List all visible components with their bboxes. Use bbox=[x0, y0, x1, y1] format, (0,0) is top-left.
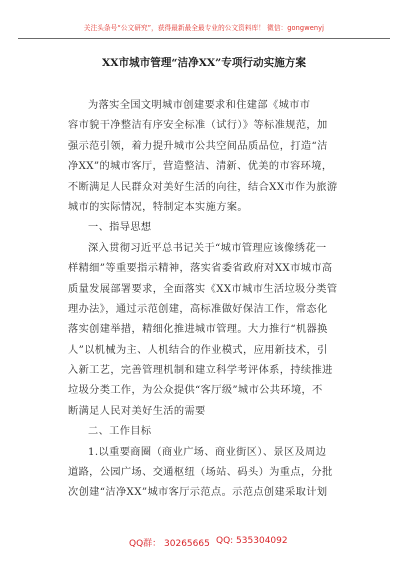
paragraph-line: 落实创建举措，精细化推进城市管理。大力推行“机器换 bbox=[68, 324, 328, 336]
section-heading: 二、工作目标 bbox=[88, 426, 152, 438]
paragraph-line: 容市貌干净整洁有序安全标准（试行）》等标准规范，加 bbox=[68, 120, 328, 132]
paragraph-line: 深入贯彻习近平总书记关于“城市管理应该像绣花一 bbox=[88, 242, 327, 254]
paragraph-line: 道路，公园广场、交通枢纽（场站、码头）为重点，分批 bbox=[68, 467, 333, 479]
paragraph-line: 样精细”等重要指示精神，落实省委省政府对XX市城市高 bbox=[68, 263, 333, 275]
paragraph-line: 质量发展部署要求，全面落实《XX市城市生活垃圾分类管 bbox=[68, 283, 338, 295]
paragraph-line: 城市的实际情况，特制定本实施方案。 bbox=[68, 201, 248, 213]
paragraph-line: 断满足人民对美好生活的需要 bbox=[68, 405, 206, 417]
footer-qq-group: QQ群： 30265665 bbox=[129, 539, 210, 549]
paragraph-line: 为落实全国文明城市创建要求和住建部《城市市 bbox=[88, 100, 311, 111]
paragraph-line: 不断满足人民群众对美好生活的向往，结合XX市作为旅游 bbox=[68, 181, 338, 193]
paragraph-line: 入新工艺，完善管理机制和建立科学考评体系，持续推进 bbox=[68, 365, 333, 377]
header-divider bbox=[18, 38, 390, 39]
section-heading: 一、指导思想 bbox=[88, 222, 152, 234]
paragraph-line: 垃圾分类工作，为公众提供“客厅级”城市公共环境，不 bbox=[68, 385, 323, 397]
paragraph-line: 人”以机械为主、人机结合的作业模式，应用新技术，引 bbox=[68, 344, 328, 356]
paragraph-line: 净XX”的城市客厅，营造整洁、清新、优美的市容环境， bbox=[68, 161, 333, 173]
paragraph-line: 次创建“洁净XX”城市客厅示范点。示范点创建采取计划 bbox=[68, 487, 328, 499]
paragraph-line: 理办法》，通过示范创建，高标准做好保洁工作，常态化 bbox=[68, 303, 328, 315]
document-body bbox=[68, 96, 353, 504]
paragraph-line: 强示范引领，着力提升城市公共空间品质品位，打造“洁 bbox=[68, 140, 328, 152]
paragraph-line: 1.以重要商圈（商业广场、商业街区）、景区及周边 bbox=[88, 446, 327, 458]
footer-qq-contact: QQ: 535304092 bbox=[216, 536, 288, 546]
document-title: XX市城市管理“洁净XX”专项行动实施方案 bbox=[102, 57, 306, 69]
header-banner: 关注头条号“公文研究”，获得最新最全最专业的公文资料库！ 微信：gongwenyj bbox=[83, 24, 325, 32]
